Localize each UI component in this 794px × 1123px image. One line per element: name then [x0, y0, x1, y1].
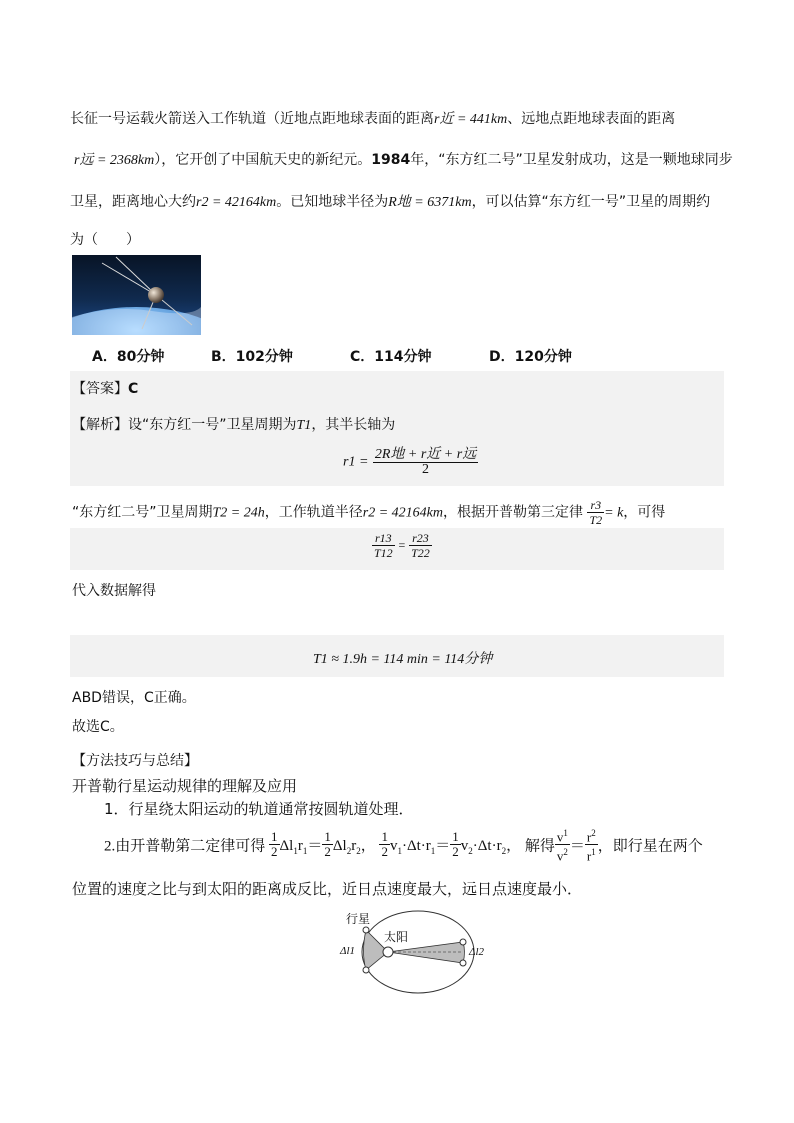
- kepler-diagram: [338, 908, 498, 998]
- option-d: D．120分钟: [489, 349, 572, 365]
- option-a: A．80分钟: [92, 349, 165, 365]
- question-line-1: 长征一号运载火箭送入工作轨道（近地点距地球表面的距离r近 = 441km、远地点距地球表面的距离: [70, 111, 676, 127]
- substitute-text: 代入数据解得: [72, 583, 156, 599]
- planet-label: 行星: [346, 912, 371, 926]
- conclusion-1: ABD错误，C正确。: [72, 690, 196, 706]
- method-item-2: 2.由开普勒第二定律可得 $\frac{1}{2}$ $\Delta l_1r_1=$ $\frac{1}{2}$ $\Delta l_2r_2$， $\frac{1}{2}$ $v_1\cdot\Delta t\cdot r_1=$ $\frac{1}{2}$ $v_2\cdot\Delta t\cdot r_2$， 解得 $\frac{v^1}{v^2}$ ＝ $\frac{r^2}{r^1}$ ，即行星在两个: [104, 828, 703, 864]
- r-far-value: r远 = 2368km: [74, 153, 155, 168]
- conclusion-2: 故选C。: [72, 719, 124, 735]
- earth-radius-value: R地 = 6371km: [388, 195, 472, 210]
- method-title: 开普勒行星运动规律的理解及应用: [72, 777, 298, 795]
- r2-value: r2 = 42164km: [196, 195, 277, 210]
- kepler-fraction: $\frac{r3}{T2}$: [589, 498, 603, 527]
- equation-3: T1 ≈ 1.9h = 114 min = 114分钟: [313, 652, 493, 667]
- analysis-line-1: 【解析】设“东方红一号”卫星周期为T1，其半长轴为: [72, 417, 396, 433]
- satellite-image: [72, 255, 201, 335]
- question-line-4: 为（ ）: [70, 232, 140, 248]
- sun-label: 太阳: [384, 930, 409, 944]
- equation-2: $\frac{r13}{T12}$ = $\frac{r23}{T22}$: [374, 531, 430, 560]
- method-header: 【方法技巧与总结】: [72, 753, 198, 769]
- option-b: B．102分钟: [211, 349, 293, 365]
- delta-l2-label: Δl2: [469, 946, 485, 958]
- delta-l1-label: Δl1: [340, 945, 356, 957]
- question-line-3: 卫星，距离地心大约r2 = 42164km。已知地球半径为R地 = 6371km，可以估算“东方红一号”卫星的周期约: [70, 194, 711, 210]
- option-c: C．114分钟: [350, 349, 432, 365]
- method-item-2-cont: 位置的速度之比与到太阳的距离成反比，近日点速度最大，远日点速度最小．: [72, 880, 583, 898]
- answer-line: 【答案】C: [72, 381, 139, 397]
- equation-1: r1 = $\frac{\text{2R地 + r近 + r远}}{2}$: [343, 447, 477, 477]
- equation-1-fraction: $\frac{\text{2R地 + r近 + r远}}{2}$: [374, 447, 477, 477]
- analysis-line-2: “东方红二号”卫星周期T2 = 24h，工作轨道半径r2 = 42164km，根据开普勒第三定律 $\frac{r3}{T2}$ = k，可得: [72, 498, 666, 527]
- method-item-1: 1．行星绕太阳运动的轨道通常按圆轨道处理．: [104, 800, 414, 818]
- satellite-photo-graphic: [72, 255, 201, 335]
- question-line-2: r远 = 2368km），它开创了中国航天史的新纪元。1984年，“东方红二号”卫星发射成功，这是一颗地球同步: [74, 152, 733, 168]
- r-near-value: r近 = 441km: [434, 112, 508, 127]
